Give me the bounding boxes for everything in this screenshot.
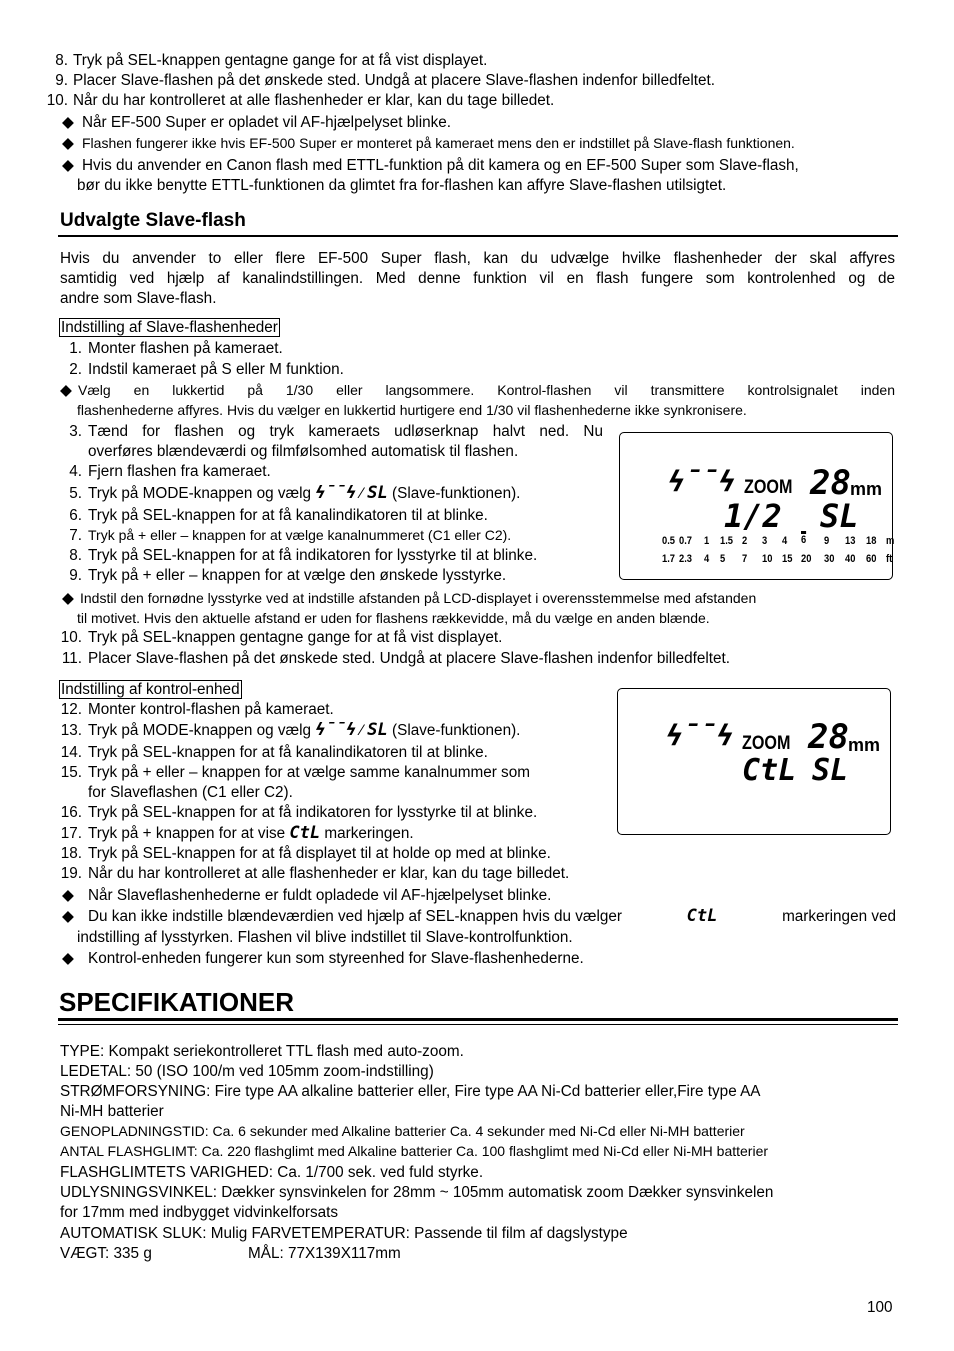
subsection-label: Indstilling af kontrol-enhed — [61, 681, 240, 698]
slave-mode-symbol: SL — [367, 720, 388, 740]
distance-m-mark: 1 — [704, 535, 710, 547]
section-rule — [58, 235, 898, 237]
power-ratio: 1/2 — [724, 497, 782, 535]
step-text: Tryk på + knappen for at vise — [88, 825, 286, 842]
step-text: Tryk på MODE-knappen og vælg — [88, 722, 312, 739]
zoom-value: 28 — [808, 717, 849, 757]
intro-line: samtidig ved hjælp af kanalindstillingen. Med denne funktion vil en flash fungere som kontrolenhed og de — [60, 270, 895, 287]
list-item: Tryk på SEL-knappen for at få kanalindikatoren til at blinke. — [88, 744, 488, 761]
list-item: Indstil kameraet på S eller M funktion. — [88, 361, 344, 378]
specs-title: SPECIFIKATIONER — [59, 987, 294, 1017]
distance-ft-mark: 15 — [782, 553, 793, 565]
step-text: markeringen. — [324, 825, 414, 842]
list-item: Tryk på + eller – knappen for at vælge kanalnummeret (C1 eller C2). — [88, 527, 512, 543]
note-text: til motivet. Hvis den aktuelle afstand er uden for flashens rækkevidde, må du vælge en anden blænde. — [77, 610, 710, 626]
step-text: (Slave-funktionen). — [392, 485, 521, 502]
diamond-bullet-icon: ◆ — [62, 887, 74, 904]
diamond-bullet-icon: ◆ — [60, 382, 72, 399]
spec-line: GENOPLADNINGSTID: Ca. 6 sekunder med Alkaline batterier Ca. 4 sekunder med Ni-Cd eller Ni-MH batterier — [60, 1123, 745, 1139]
list-number: 7. — [69, 527, 82, 544]
distance-m-mark: m — [886, 535, 895, 547]
distance-m-mark: 1.5 — [720, 535, 734, 547]
intro-line: Hvis du anvender to eller flere EF-500 Super flash, kan du udvælge hvilke flashenheder der skal affyres — [60, 250, 895, 267]
zoom-unit: mm — [850, 479, 883, 499]
slave-flash-icon: ϟ¯¯ϟ — [315, 720, 357, 740]
spec-line: UDLYSNINGSVINKEL: Dækker synsvinkelen for 28mm ~ 105mm automatisk zoom Dækker synsvinkelen — [60, 1184, 774, 1201]
note-text: Kontrol-enheden fungerer kun som styreenhed for Slave-flashenhederne. — [88, 950, 584, 967]
distance-m-mark-selected: 6 — [801, 531, 806, 546]
distance-m-mark: 2 — [742, 535, 748, 547]
step-text: (Slave-funktionen). — [392, 722, 521, 739]
list-item: Tryk på SEL-knappen for at få displayet til at holde op med at blinke. — [88, 845, 551, 862]
list-number: 5. — [69, 485, 82, 502]
list-item: Monter kontrol-flashen på kameraet. — [88, 701, 334, 718]
note-text: Flashen fungerer ikke hvis EF-500 Super er monteret på kameraet mens den er indstillet på Slave-flash funktionen. — [82, 135, 795, 151]
distance-m-mark: 0.7 — [679, 535, 693, 547]
lcd-display-slave — [619, 432, 893, 580]
diamond-bullet-icon: ◆ — [62, 908, 74, 925]
spec-line: LEDETAL: 50 (ISO 100/m ved 105mm zoom-indstilling) — [60, 1063, 434, 1080]
distance-m-mark: 9 — [824, 535, 830, 547]
spec-line: Ni-MH batterier — [60, 1103, 164, 1120]
zoom-unit: mm — [848, 735, 881, 755]
list-number: 3. — [69, 423, 82, 440]
list-number: 10. — [60, 629, 82, 646]
list-item: Placer Slave-flashen på det ønskede sted. Undgå at placere Slave-flashen indenfor billedfeltet. — [88, 650, 731, 667]
list-number: 4. — [69, 463, 82, 480]
zoom-label: ZOOM — [744, 477, 793, 498]
list-number: 13. — [60, 722, 82, 739]
spec-line: MÅL: 77X139X117mm — [248, 1245, 401, 1262]
slave-flash-icon: ϟ¯¯ϟ — [666, 719, 734, 752]
ctl-mode-symbol: CtL — [686, 906, 718, 926]
list-item: Tænd for flashen og tryk kameraets udløserknap halvt ned. Nu — [88, 423, 603, 440]
distance-ft-mark: 4 — [704, 553, 710, 565]
ctl-indicator: CtL — [742, 753, 797, 788]
distance-m-mark: 18 — [866, 535, 877, 547]
note-text: bør du ikke benytte ETTL-funktionen da glimtet fra for-flashen kan affyre Slave-flashen utilsigtet. — [77, 177, 727, 194]
list-number: 16. — [60, 804, 82, 821]
spec-line: AUTOMATISK SLUK: Mulig FARVETEMPERATUR: Passende til film af dagslystype — [60, 1225, 628, 1242]
distance-ft-mark: 20 — [801, 553, 812, 565]
distance-ft-mark: 1.7 — [662, 553, 676, 565]
distance-ft-mark: 10 — [762, 553, 773, 565]
note-text: Vælg en lukkertid på 1/30 eller langsommere. Kontrol-flashen vil transmittere kontrolsignalet inden — [78, 382, 895, 398]
list-item — [88, 824, 414, 843]
section-title: Udvalgte Slave-flash — [60, 210, 246, 231]
list-number: 8. — [69, 547, 82, 564]
list-item: Placer Slave-flashen på det ønskede sted. Undgå at placere Slave-flashen indenfor billedfeltet. — [73, 72, 716, 89]
note-text: Du kan ikke indstille blændeværdien ved hjælp af SEL-knappen hvis du vælger — [88, 908, 622, 925]
distance-ft-mark: 40 — [845, 553, 856, 565]
slave-flash-icon: ϟ¯¯ϟ — [315, 483, 357, 503]
diamond-bullet-icon: ◆ — [62, 950, 74, 967]
distance-m-mark: 3 — [762, 535, 768, 547]
specs-rule-thick — [58, 1018, 898, 1021]
diamond-bullet-icon: ◆ — [62, 157, 74, 174]
list-item: Tryk på SEL-knappen for at få kanalindikatoren til at blinke. — [88, 507, 488, 524]
list-number: 11. — [61, 650, 82, 667]
note-text: Når EF-500 Super er opladet vil AF-hjælpelyset blinke. — [82, 114, 451, 131]
mode-indicator: SL — [820, 497, 859, 535]
list-number: 9. — [55, 72, 68, 89]
list-number: 6. — [69, 507, 82, 524]
list-number: 10. — [46, 92, 68, 109]
spec-line: ANTAL FLASHGLIMT: Ca. 220 flashglimt med Alkaline batterier Ca. 100 flashglimt med Ni-Cd eller Ni-MH batterier — [60, 1143, 769, 1159]
diamond-bullet-icon: ◆ — [62, 135, 74, 152]
slash-separator: ∕ — [360, 485, 364, 502]
list-number: 15. — [60, 764, 82, 781]
list-number: 14. — [60, 744, 82, 761]
zoom-label: ZOOM — [742, 733, 791, 754]
list-number: 18. — [60, 845, 82, 862]
distance-m-mark: 0.5 — [662, 535, 676, 547]
slave-mode-symbol: SL — [367, 483, 388, 503]
distance-ft-mark: 30 — [824, 553, 835, 565]
spec-line: VÆGT: 335 g — [60, 1245, 152, 1262]
list-item: Tryk på + eller – knappen for at vælge samme kanalnummer som — [88, 764, 530, 781]
distance-ft-mark: 60 — [866, 553, 877, 565]
list-item: Tryk på SEL-knappen for at få indikatoren for lysstyrke til at blinke. — [88, 547, 538, 564]
list-item — [88, 721, 520, 740]
list-number: 9. — [69, 567, 82, 584]
spec-line: for 17mm med indbygget vidvinkelforsats — [60, 1204, 339, 1221]
list-item: Tryk på SEL-knappen for at få indikatoren for lysstyrke til at blinke. — [88, 804, 538, 821]
note-text: Indstil den fornødne lysstyrke ved at indstille afstanden på LCD-displayet i overensstemmelse med afstanden — [80, 590, 757, 606]
diamond-bullet-icon: ◆ — [62, 590, 74, 607]
list-number: 1. — [69, 340, 82, 357]
distance-ft-mark: 2.3 — [679, 553, 693, 565]
diamond-bullet-icon: ◆ — [62, 114, 74, 131]
distance-ft-mark: 7 — [742, 553, 748, 565]
page-number: 100 — [867, 1299, 893, 1316]
distance-ft-mark: 5 — [720, 553, 726, 565]
subsection-label: Indstilling af Slave-flashenheder — [61, 319, 278, 336]
list-item: Tryk på + eller – knappen for at vælge den ønskede lysstyrke. — [88, 567, 507, 584]
ctl-mode-symbol: CtL — [289, 823, 321, 843]
list-number: 19. — [60, 865, 82, 882]
distance-m-mark: 4 — [782, 535, 788, 547]
distance-m-mark: 13 — [845, 535, 856, 547]
list-number: 17. — [60, 825, 82, 842]
intro-line: andre som Slave-flash. — [60, 290, 217, 307]
mode-indicator: SL — [812, 753, 849, 788]
lcd-display-control — [617, 688, 891, 835]
list-item: Når du har kontrolleret at alle flashenheder er klar, kan du tage billedet. — [73, 92, 555, 109]
list-item: overføres blændeværdi og filmfølsomhed automatisk til flashen. — [88, 443, 519, 460]
spec-line: STRØMFORSYNING: Fire type AA alkaline batterier eller, Fire type AA Ni-Cd batterier eller,Fire type AA — [60, 1083, 761, 1100]
note-text: indstilling af lysstyrken. Flashen vil blive indstillet til Slave-kontrolfunktion. — [77, 929, 573, 946]
list-item — [88, 484, 520, 503]
list-item: Monter flashen på kameraet. — [88, 340, 283, 357]
specs-rule-thin — [58, 1024, 898, 1025]
note-text-row — [88, 907, 896, 926]
list-item: Tryk på SEL-knappen gentagne gange for at få vist displayet. — [73, 52, 488, 69]
spec-line: FLASHGLIMTETS VARIGHED: Ca. 1/700 sek. ved fuld styrke. — [60, 1164, 484, 1181]
slash-separator: ∕ — [360, 722, 364, 739]
list-item: Fjern flashen fra kameraet. — [88, 463, 271, 480]
slave-flash-icon: ϟ¯¯ϟ — [668, 465, 736, 498]
note-text: Hvis du anvender en Canon flash med ETTL-funktion på dit kamera og en EF-500 Super som Slave-flash, — [82, 157, 799, 174]
list-item: Tryk på SEL-knappen gentagne gange for at få vist displayet. — [88, 629, 503, 646]
zoom-value: 28 — [810, 463, 851, 503]
list-number: 12. — [60, 701, 82, 718]
list-item: Når du har kontrolleret at alle flashenheder er klar, kan du tage billedet. — [88, 865, 570, 882]
note-text: Når Slaveflashenhederne er fuldt opladede vil AF-hjælpelyset blinke. — [88, 887, 552, 904]
list-number: 2. — [69, 361, 82, 378]
note-text: flashenhederne affyres. Hvis du vælger en lukkertid hurtigere end 1/30 vil flashenhederne ikke synkronisere. — [77, 402, 747, 418]
note-text: markeringen ved — [782, 908, 896, 925]
list-item: for Slaveflashen (C1 eller C2). — [88, 784, 293, 801]
step-text: Tryk på MODE-knappen og vælg — [88, 485, 312, 502]
list-number: 8. — [55, 52, 68, 69]
distance-ft-mark: ft — [886, 553, 893, 565]
spec-line: TYPE: Kompakt seriekontrolleret TTL flash med auto-zoom. — [60, 1043, 464, 1060]
